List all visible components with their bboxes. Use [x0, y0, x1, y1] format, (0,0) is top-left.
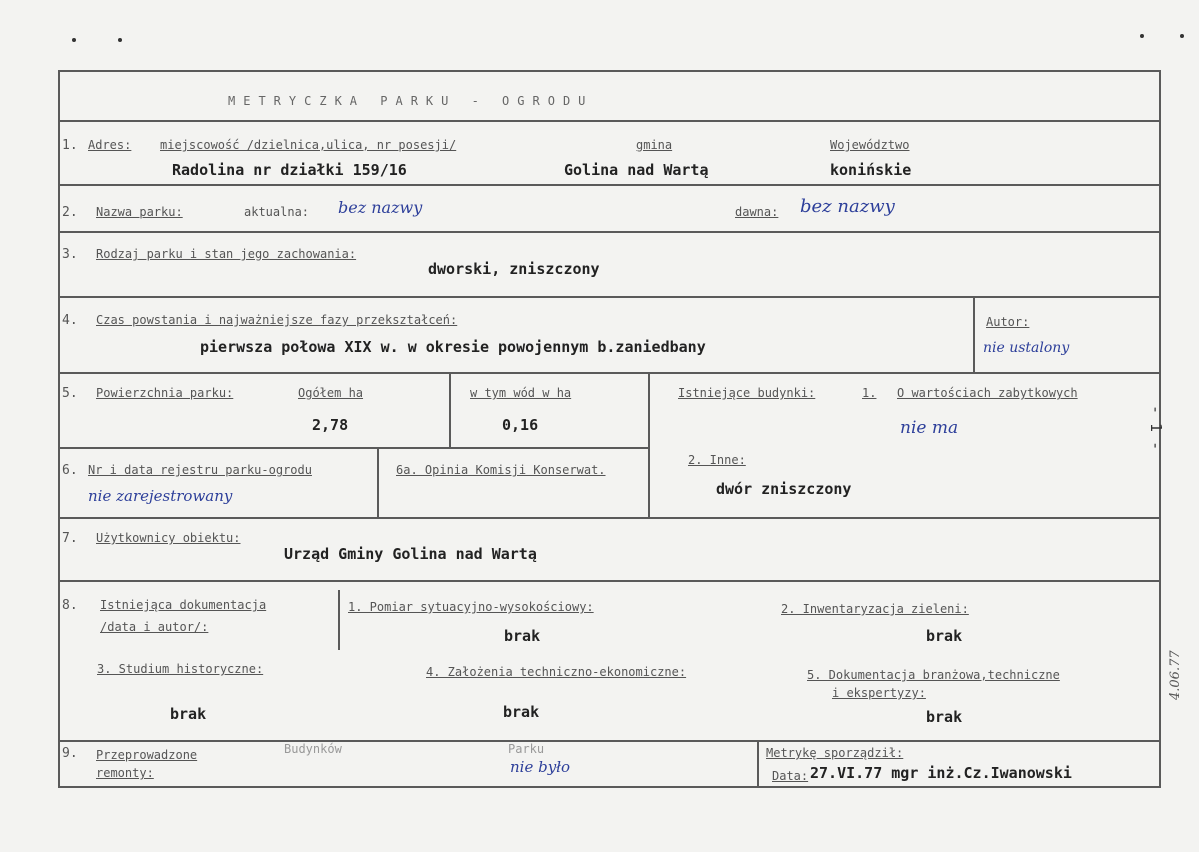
autor-value: nie ustalony — [983, 340, 1070, 356]
budynki-label: Istniejące budynki: — [678, 386, 816, 400]
col-divider — [377, 447, 379, 517]
row-divider — [58, 231, 1161, 233]
zabytkowe-label: O wartościach zabytkowych — [897, 386, 1078, 400]
row-divider — [58, 447, 648, 449]
studium-label: 3. Studium historyczne: — [97, 662, 264, 676]
inne-label: 2. Inne: — [688, 453, 746, 467]
section-number: 9. — [62, 746, 78, 761]
row-divider — [58, 517, 1161, 519]
ogolem-label: Ogółem ha — [298, 386, 364, 400]
dokumentacja-label-2: /data i autor/: — [100, 620, 209, 634]
uzytkownicy-value: Urząd Gminy Golina nad Wartą — [284, 545, 537, 563]
wojewodztwo-label: Województwo — [830, 138, 910, 152]
czas-powstania-label: Czas powstania i najważniejsze fazy przekształceń: — [96, 313, 458, 327]
side-date: 4.06.77 — [1168, 650, 1183, 700]
row-divider — [58, 740, 1161, 742]
wod-label: w tym wód w ha — [470, 386, 572, 400]
remonty-label: Przeprowadzone — [96, 748, 198, 762]
col-divider — [648, 372, 650, 517]
adres-label: Adres: — [88, 138, 132, 152]
pomiar-value: brak — [504, 627, 541, 645]
budynkow-label: Budynków — [284, 742, 342, 756]
row-divider — [58, 184, 1161, 186]
punch-dot — [1180, 34, 1184, 38]
opinia-label: 6a. Opinia Komisji Konserwat. — [396, 463, 606, 477]
data-value: 27.VI.77 mgr inż.Cz.Iwanowski — [810, 764, 1072, 782]
parku-value: nie było — [510, 758, 571, 776]
zalozenia-value: brak — [503, 703, 540, 721]
col-divider — [449, 372, 451, 447]
section-number: 5. — [62, 386, 78, 401]
punch-dot — [72, 38, 76, 42]
form-title: METRYCZKA PARKU - OGRODU — [228, 94, 594, 108]
zabytkowe-value: nie ma — [900, 418, 959, 438]
row-divider — [58, 580, 1161, 582]
nazwa-parku-label: Nazwa parku: — [96, 205, 183, 219]
dokumentacja-label: Istniejąca dokumentacja — [100, 598, 267, 612]
punch-dot — [118, 38, 122, 42]
rejestr-value: nie zarejestrowany — [88, 487, 233, 505]
section-number: 8. — [62, 598, 78, 613]
gmina-value: Golina nad Wartą — [564, 161, 709, 179]
powierzchnia-label: Powierzchnia parku: — [96, 386, 234, 400]
section-number: 4. — [62, 313, 78, 328]
dawna-value: bez nazwy — [800, 196, 895, 217]
section-number: 2. — [62, 205, 78, 220]
col-divider — [973, 296, 975, 372]
section-number: 1. — [62, 138, 78, 153]
pomiar-label: 1. Pomiar sytuacyjno-wysokościowy: — [348, 600, 594, 614]
ekspertyzy-label: i ekspertyzy: — [832, 686, 926, 700]
col-divider — [757, 740, 759, 788]
data-label: Data: — [772, 769, 809, 783]
uzytkownicy-label: Użytkownicy obiektu: — [96, 531, 241, 545]
col-divider — [338, 590, 340, 650]
adres-sublabel: miejscowość /dzielnica,ulica, nr posesji/ — [160, 138, 457, 152]
adres-value: Radolina nr działki 159/16 — [172, 161, 407, 179]
punch-dot — [1140, 34, 1144, 38]
dawna-label: dawna: — [735, 205, 779, 219]
aktualna-label: aktualna: — [244, 205, 310, 219]
parku-label: Parku — [508, 742, 545, 756]
wojewodztwo-value: konińskie — [830, 161, 912, 179]
row-divider — [58, 372, 1161, 374]
autor-label: Autor: — [986, 315, 1030, 329]
budynki-1-number: 1. — [862, 386, 877, 400]
dokumentacja-branzowa-label: 5. Dokumentacja branżowa,techniczne — [807, 668, 1060, 682]
ogolem-value: 2,78 — [312, 416, 349, 434]
studium-value: brak — [170, 705, 207, 723]
rodzaj-parku-label: Rodzaj parku i stan jego zachowania: — [96, 247, 357, 261]
page-number: - 1 - — [1147, 405, 1165, 451]
czas-powstania-value: pierwsza połowa XIX w. w okresie powojennym b.zaniedbany — [200, 338, 706, 356]
metryke-label: Metrykę sporządził: — [766, 746, 904, 760]
rejestr-label: Nr i data rejestru parku-ogrodu — [88, 463, 312, 477]
wod-value: 0,16 — [502, 416, 539, 434]
rodzaj-parku-value: dworski, zniszczony — [428, 260, 600, 278]
section-number: 6. — [62, 463, 78, 478]
inwentaryzacja-value: brak — [926, 627, 963, 645]
row-divider — [58, 120, 1161, 122]
remonty-label-2: remonty: — [96, 766, 154, 780]
zalozenia-label: 4. Założenia techniczno-ekonomiczne: — [426, 665, 687, 679]
dokumentacja-branzowa-value: brak — [926, 708, 963, 726]
gmina-label: gmina — [636, 138, 673, 152]
inne-value: dwór zniszczony — [716, 480, 852, 498]
section-number: 7. — [62, 531, 78, 546]
row-divider — [58, 296, 1161, 298]
inwentaryzacja-label: 2. Inwentaryzacja zieleni: — [781, 602, 969, 616]
section-number: 3. — [62, 247, 78, 262]
aktualna-value: bez nazwy — [338, 198, 423, 217]
